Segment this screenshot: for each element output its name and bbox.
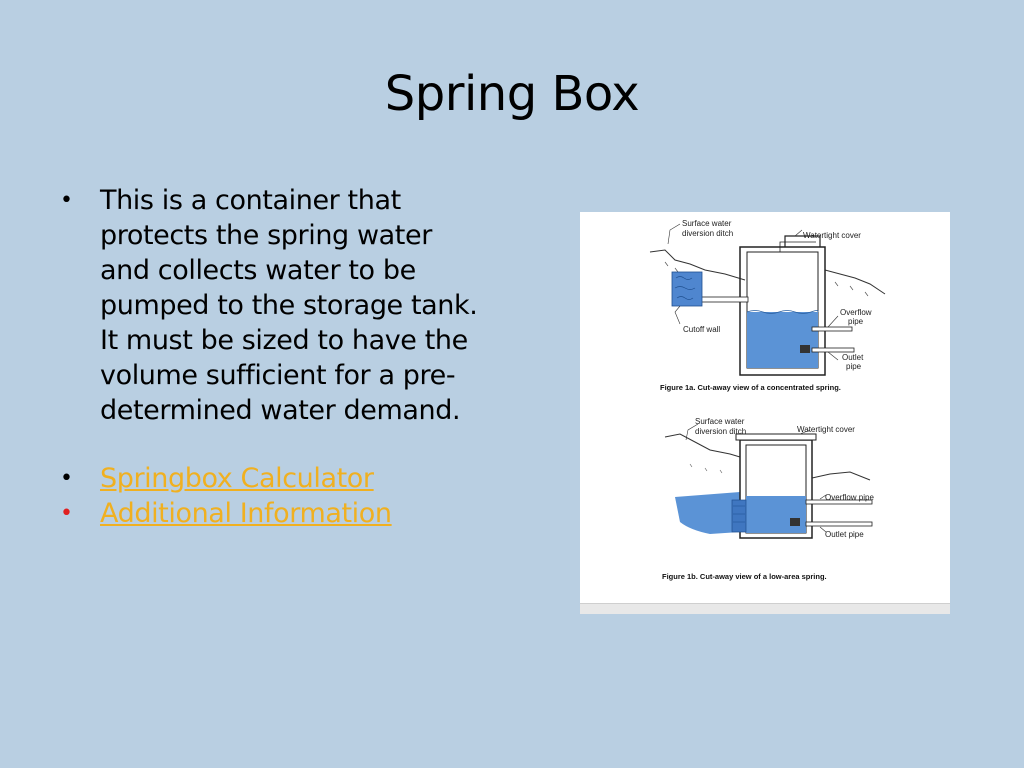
slide-title: Spring Box [384,66,640,122]
label-cover-top: Watertight cover [803,231,861,240]
description-text: This is a container that protects the spring water and collects water to be pumped to the storage tank. It must be sized to have the volume sufficient for a pre-determined water demand. [100,185,478,426]
figure-bottom-band [580,603,950,614]
label-cutoff-wall: Cutoff wall [683,325,721,334]
label-overflow-top-2: pipe [848,317,864,326]
label-overflow-top-1: Overflow [840,308,872,317]
low-area-spring-diagram [662,417,874,581]
label-surface-ditch-top-1: Surface water [682,219,732,228]
springbox-calculator-link[interactable]: Springbox Calculator [100,463,374,494]
bullet-dot-icon: • [60,466,73,491]
label-outlet-top-2: pipe [846,362,862,371]
bullet-item-additional-info [60,496,480,531]
bullet-item-calculator [60,461,480,496]
label-surface-ditch-bottom-1: Surface water [695,417,745,426]
additional-information-link[interactable]: Additional Information [100,498,392,529]
label-cover-bottom: Watertight cover [797,425,855,434]
label-surface-ditch-top-2: diversion ditch [682,229,734,238]
water-pool-bottom [675,492,740,534]
spring-box-figure [580,212,950,614]
label-surface-ditch-bottom-2: diversion ditch [695,427,747,436]
bullet-dot-icon: • [60,501,73,526]
bullet-list [60,183,480,531]
label-overflow-bottom: Overflow pipe [825,493,874,502]
bullet-item-description [60,183,480,428]
spring-box-diagram [580,212,950,614]
bullet-dot-icon: • [60,188,73,213]
concentrated-spring-diagram [650,219,885,392]
water-fill-top [747,312,818,368]
label-outlet-bottom: Outlet pipe [825,530,864,539]
caption-figure-1a: Figure 1a. Cut-away view of a concentrated spring. [660,383,841,392]
label-outlet-top-1: Outlet [842,353,864,362]
water-fill-bottom [746,496,806,533]
caption-figure-1b: Figure 1b. Cut-away view of a low-area spring. [662,572,827,581]
